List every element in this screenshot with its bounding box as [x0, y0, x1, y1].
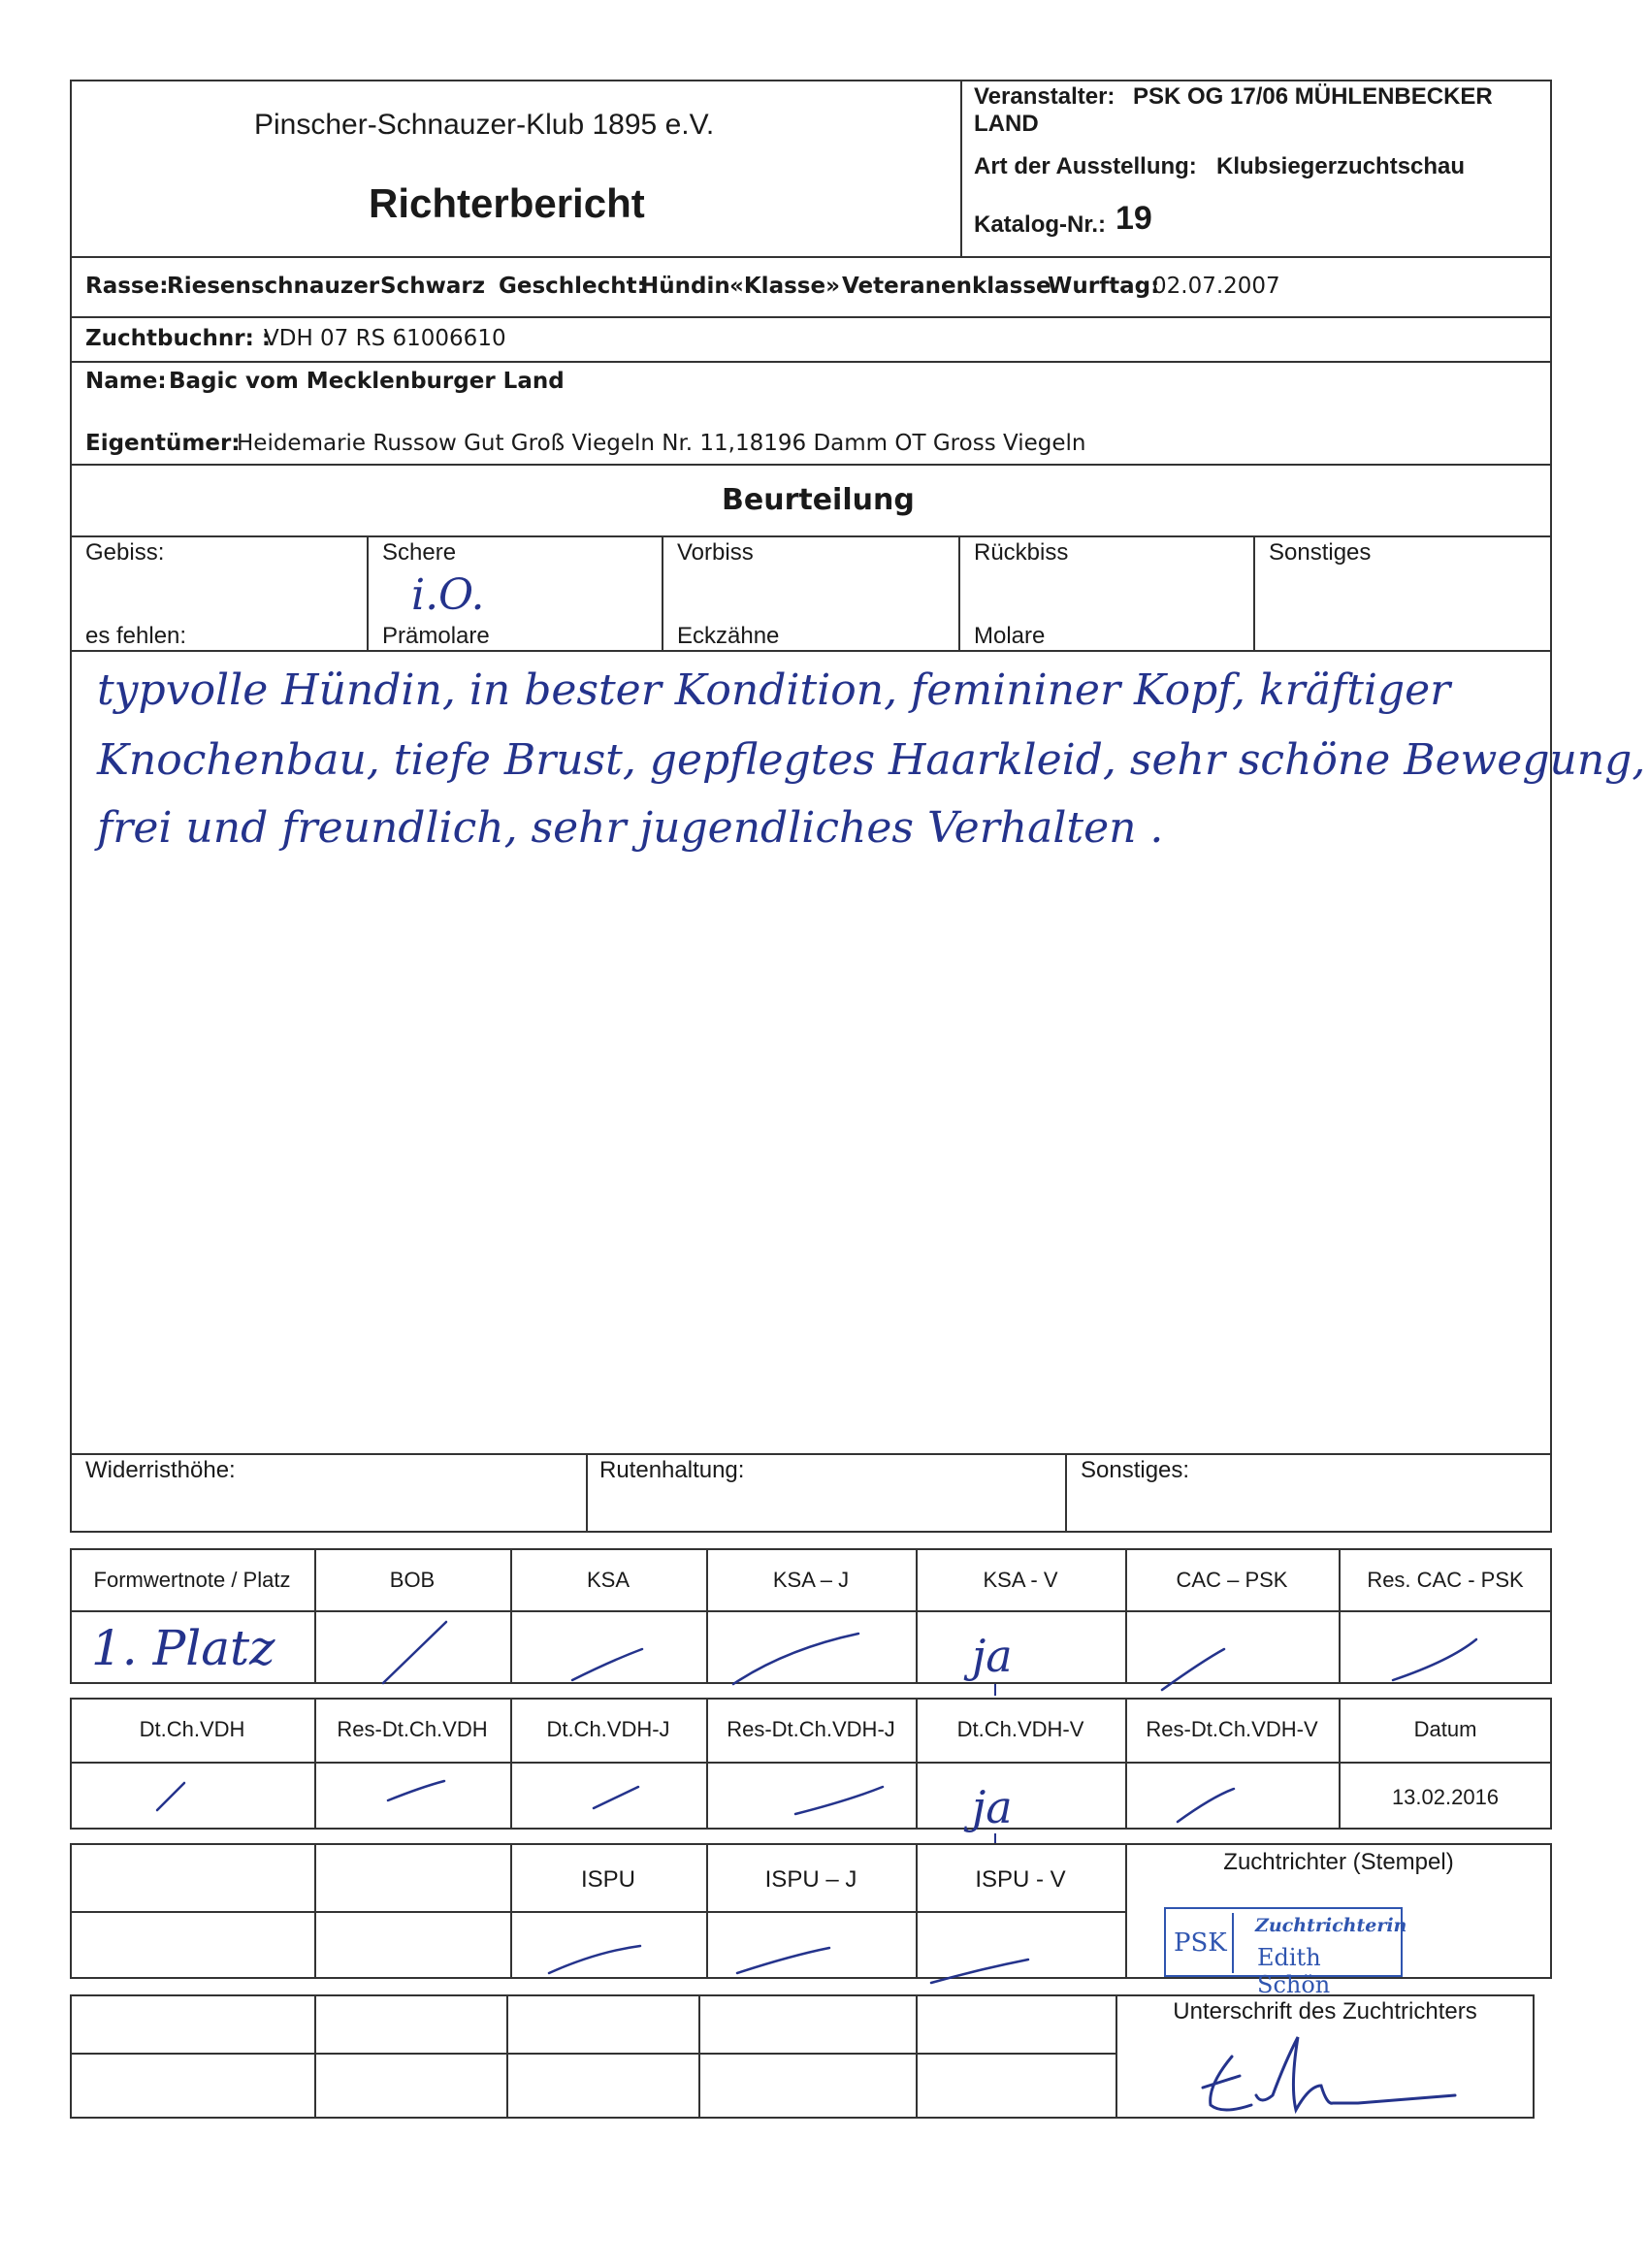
widerrist-label: Widerristhöhe: — [85, 1457, 236, 1483]
stamp-logo: PSK — [1174, 1928, 1227, 1958]
veranstalter-value: PSK OG 17/06 MÜHLENBECKER — [1133, 83, 1493, 110]
zuchtbuch-label: Zuchtbuchnr: : — [85, 326, 272, 351]
header-ksa-v: KSA - V — [983, 1568, 1058, 1592]
club-name: Pinscher-Schnauzer-Klub 1895 e.V. — [254, 109, 715, 141]
res-dt-ch-vdh-v-dash — [1178, 1789, 1234, 1822]
report-line: typvolle Hündin, in bester Kondition, femininer Kopf, kräftiger — [97, 665, 1451, 715]
ksa-v-value: ja — [972, 1630, 1013, 1682]
rasse-label: Rasse: — [85, 274, 169, 299]
rueckbiss-label: Rückbiss — [974, 539, 1069, 566]
signature-stroke — [1203, 2037, 1455, 2110]
veranstalter-label: Veranstalter: — [974, 83, 1116, 110]
header-res-dt-ch-vdh-j: Res-Dt.Ch.VDH-J — [727, 1717, 895, 1741]
katalog-label: Katalog-Nr.: — [974, 211, 1107, 238]
rasse-value: Riesenschnauzer — [167, 274, 380, 299]
geschlecht-value: Hündin — [640, 274, 730, 299]
header-bob: BOB — [389, 1568, 436, 1592]
header-dt-ch-vdh-v: Dt.Ch.VDH-V — [956, 1717, 1084, 1741]
header-res-dt-ch-vdh: Res-Dt.Ch.VDH — [337, 1717, 488, 1741]
sonstiges-measure-label: Sonstiges: — [1081, 1457, 1190, 1483]
katalog-value: 19 — [1116, 200, 1152, 237]
praemolare-label: Prämolare — [382, 623, 490, 649]
bob-dash — [383, 1622, 446, 1683]
wurftag-label: Wurftag: — [1048, 274, 1160, 299]
ispu-dash — [549, 1946, 640, 1973]
header-ispu: ISPU — [580, 1866, 635, 1893]
wurftag-value: 02.07.2007 — [1152, 274, 1280, 299]
es-fehlen-label: es fehlen: — [85, 623, 187, 649]
name-value: Bagic vom Mecklenburger Land — [169, 369, 565, 394]
res-dt-ch-vdh-j-dash — [795, 1787, 883, 1814]
page-title: Richterbericht — [369, 180, 645, 226]
eigentuemer-value: Heidemarie Russow Gut Groß Viegeln Nr. 11,18196 Damm OT Gross Viegeln — [237, 431, 1086, 456]
cac-psk-dash — [1162, 1649, 1224, 1690]
gebiss-label: Gebiss: — [85, 539, 165, 566]
header-dt-ch-vdh-j: Dt.Ch.VDH-J — [546, 1717, 670, 1741]
beurteilung-title: Beurteilung — [722, 483, 915, 517]
stempel-label: Zuchtrichter (Stempel) — [1223, 1849, 1454, 1875]
eckzaehne-label: Eckzähne — [677, 623, 780, 649]
signature-label: Unterschrift des Zuchtrichters — [1173, 1998, 1477, 2025]
header-ksa: KSA — [586, 1568, 630, 1592]
header-dt-ch-vdh: Dt.Ch.VDH — [139, 1717, 245, 1741]
eigentuemer-label: Eigentümer: — [85, 431, 241, 456]
header-cac-psk: CAC – PSK — [1176, 1568, 1288, 1592]
ksa-dash — [572, 1649, 642, 1680]
farbe-value: Schwarz — [380, 274, 486, 299]
art-label: Art der Ausstellung: — [974, 153, 1197, 179]
veranstalter-value-2: LAND — [974, 111, 1039, 137]
header-ksa-j: KSA – J — [772, 1568, 850, 1592]
datum-value: 13.02.2016 — [1391, 1785, 1500, 1809]
klasse-value: Veteranenklasse — [842, 274, 1051, 299]
header-datum: Datum — [1413, 1717, 1477, 1741]
schere-label: Schere — [382, 539, 457, 566]
report-line: Knochenbau, tiefe Brust, gepflegtes Haarkleid, sehr schöne Bewegung, — [97, 735, 1646, 785]
res-cac-psk-dash — [1393, 1639, 1476, 1680]
header-res-dt-ch-vdh-v: Res-Dt.Ch.VDH-V — [1146, 1717, 1318, 1741]
formwert-value: 1. Platz — [91, 1620, 275, 1676]
art-value: Klubsiegerzuchtschau — [1216, 153, 1466, 179]
header-ispu-v: ISPU - V — [975, 1866, 1066, 1893]
dt-ch-vdh-dash — [157, 1783, 184, 1810]
zuchtbuch-value: VDH 07 RS 61006610 — [264, 326, 506, 351]
molare-label: Molare — [974, 623, 1046, 649]
stamp-role: Zuchtrichterin — [1255, 1915, 1407, 1936]
klasse-label: «Klasse» — [729, 274, 840, 299]
stamp-name: Edith Schön — [1257, 1944, 1331, 1998]
ispu-v-dash — [931, 1960, 1028, 1983]
name-label: Name: — [85, 369, 167, 394]
geschlecht-label: Geschlecht: — [499, 274, 646, 299]
header-ispu-j: ISPU – J — [764, 1866, 857, 1893]
res-dt-ch-vdh-dash — [388, 1781, 444, 1800]
ksa-j-dash — [733, 1634, 858, 1684]
report-line: frei und freundlich, sehr jugendliches Verhalten . — [97, 803, 1164, 853]
dt-ch-vdh-v-value: ja — [972, 1781, 1013, 1833]
header-res-cac-psk: Res. CAC - PSK — [1367, 1568, 1524, 1592]
header-formwert: Formwertnote / Platz — [93, 1568, 291, 1592]
dt-ch-vdh-j-dash — [594, 1787, 638, 1808]
sonstiges-label: Sonstiges — [1269, 539, 1372, 566]
schere-handwritten: i.O. — [411, 570, 485, 620]
vorbiss-label: Vorbiss — [677, 539, 754, 566]
ispu-j-dash — [737, 1948, 829, 1973]
rutenhaltung-label: Rutenhaltung: — [599, 1457, 745, 1483]
